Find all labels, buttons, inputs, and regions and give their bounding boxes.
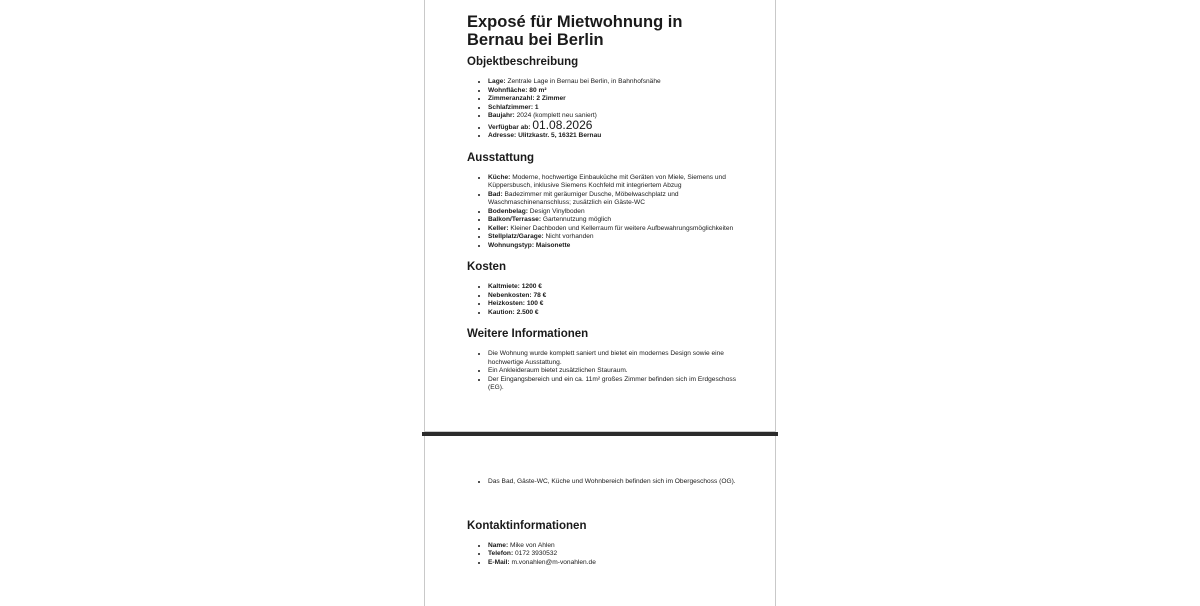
- weitere-informationen-list: [467, 350, 741, 393]
- item-value: Design Vinylboden: [529, 207, 585, 215]
- item-label: Zimmeranzahl:: [488, 95, 535, 102]
- item-value: Nicht vorhanden: [545, 233, 594, 240]
- list-item: • Das Bad, Gäste-WC, Küche und Wohnbereich befinden sich im Obergeschoss (OG).: [488, 478, 741, 487]
- list-item: [488, 174, 741, 191]
- list-item: [488, 550, 741, 559]
- section-heading-kosten: Kosten: [467, 261, 506, 273]
- item-value: Mike von Ahlen: [510, 541, 555, 549]
- list-item: [488, 191, 741, 208]
- list-item: [488, 78, 741, 87]
- list-item: [488, 542, 741, 551]
- item-value: Maisonette: [535, 241, 571, 249]
- item-label: Nebenkosten:: [488, 291, 532, 299]
- list-item: [488, 87, 741, 96]
- item-value: 100 €: [526, 300, 544, 307]
- list-item: [488, 104, 741, 113]
- page-1-content: [467, 14, 741, 403]
- item-value: m.vonahlen@m-vonahlen.de: [511, 558, 596, 566]
- item-label: Wohnungstyp:: [488, 241, 535, 249]
- list-item: [488, 300, 741, 309]
- document-page-2: [424, 436, 776, 606]
- list-item: [488, 95, 741, 104]
- weitere-informationen-list-continued: [467, 478, 741, 487]
- list-item: [488, 132, 741, 141]
- item-label: Kaution:: [488, 308, 515, 316]
- item-label: Lage:: [488, 78, 506, 85]
- item-label: Küche:: [488, 173, 511, 181]
- list-item: [488, 117, 741, 133]
- document-page-1: [424, 0, 776, 432]
- ausstattung-list: [467, 174, 741, 251]
- item-value: 80 m²: [529, 86, 547, 94]
- item-label: Keller:: [488, 224, 509, 232]
- item-value: 2 Zimmer: [536, 95, 566, 102]
- item-value: 01.08.2026: [532, 117, 593, 132]
- item-label: Heizkosten:: [488, 300, 526, 307]
- item-label: Stellplatz/Garage:: [488, 233, 544, 240]
- list-item: [488, 208, 741, 217]
- list-item: [488, 559, 741, 568]
- item-label: Schlafzimmer:: [488, 103, 534, 111]
- item-label: Verfügbar ab:: [488, 123, 531, 131]
- item-label: E-Mail:: [488, 558, 510, 566]
- item-label: Balkon/Terrasse:: [488, 216, 542, 223]
- item-label: Kaltmiete:: [488, 283, 520, 290]
- list-item: [488, 242, 741, 251]
- kontakt-list: [467, 542, 741, 568]
- item-label: Baujahr:: [488, 112, 515, 119]
- list-item: [488, 233, 741, 242]
- document-title: Exposé für Mietwohnung in Bernau bei Berlin: [467, 13, 683, 49]
- item-value: 2024 (komplett neu saniert): [516, 112, 597, 119]
- item-value: 1200 €: [521, 283, 542, 290]
- item-label: Telefon:: [488, 550, 514, 557]
- kosten-list: [467, 283, 741, 317]
- item-value: 1: [534, 103, 539, 111]
- list-item: [488, 283, 741, 292]
- item-value: Zentrale Lage in Bernau bei Berlin, in Bahnhofsnähe: [507, 78, 661, 85]
- list-item: • Der Eingangsbereich und ein ca. 11m² großes Zimmer befinden sich im Erdgeschoss (EG).: [488, 376, 741, 393]
- list-item: [488, 216, 741, 225]
- list-item: [488, 112, 741, 121]
- item-value: Badezimmer mit geräumiger Dusche, Möbelwaschplatz und Waschmaschinenanschluss; zusätzlich ein Gäste-WC: [488, 190, 679, 206]
- list-item: [488, 292, 741, 301]
- item-value: 0172 3930532: [515, 550, 558, 557]
- item-label: Bad:: [488, 190, 503, 198]
- section-heading-kontaktinformationen: Kontaktinformationen: [467, 519, 587, 532]
- item-value: Gartennutzung möglich: [542, 216, 612, 223]
- page-2-content: [467, 478, 741, 577]
- item-label: Name:: [488, 541, 509, 549]
- item-value: Moderne, hochwertige Einbauküche mit Geräten von Miele, Siemens und Küppersbusch, inklusive Siemens Kochfeld mit integriertem Abzug: [488, 173, 726, 189]
- section-heading-objektbeschreibung: Objektbeschreibung: [467, 56, 579, 68]
- item-label: Adresse:: [488, 132, 517, 139]
- section-heading-weitere-informationen: Weitere Informationen: [467, 328, 589, 340]
- item-value: 2.500 €: [516, 308, 539, 316]
- objektbeschreibung-list: [467, 78, 741, 141]
- item-value: Kleiner Dachboden und Kellerraum für weitere Aufbewahrungsmöglichkeiten: [510, 224, 734, 232]
- list-item: • Die Wohnung wurde komplett saniert und bietet ein modernes Design sowie eine hochwertige Ausstattung.: [488, 350, 741, 367]
- list-item: [488, 309, 741, 318]
- list-item: [488, 225, 741, 234]
- item-value: 78 €: [533, 291, 547, 299]
- item-label: Bodenbelag:: [488, 207, 528, 215]
- item-value: Ulitzkastr. 5, 16321 Bernau: [518, 132, 602, 139]
- section-heading-ausstattung: Ausstattung: [467, 151, 535, 164]
- list-item: • Ein Ankleideraum bietet zusätzlichen Stauraum.: [488, 367, 741, 376]
- item-label: Wohnfläche:: [488, 86, 528, 94]
